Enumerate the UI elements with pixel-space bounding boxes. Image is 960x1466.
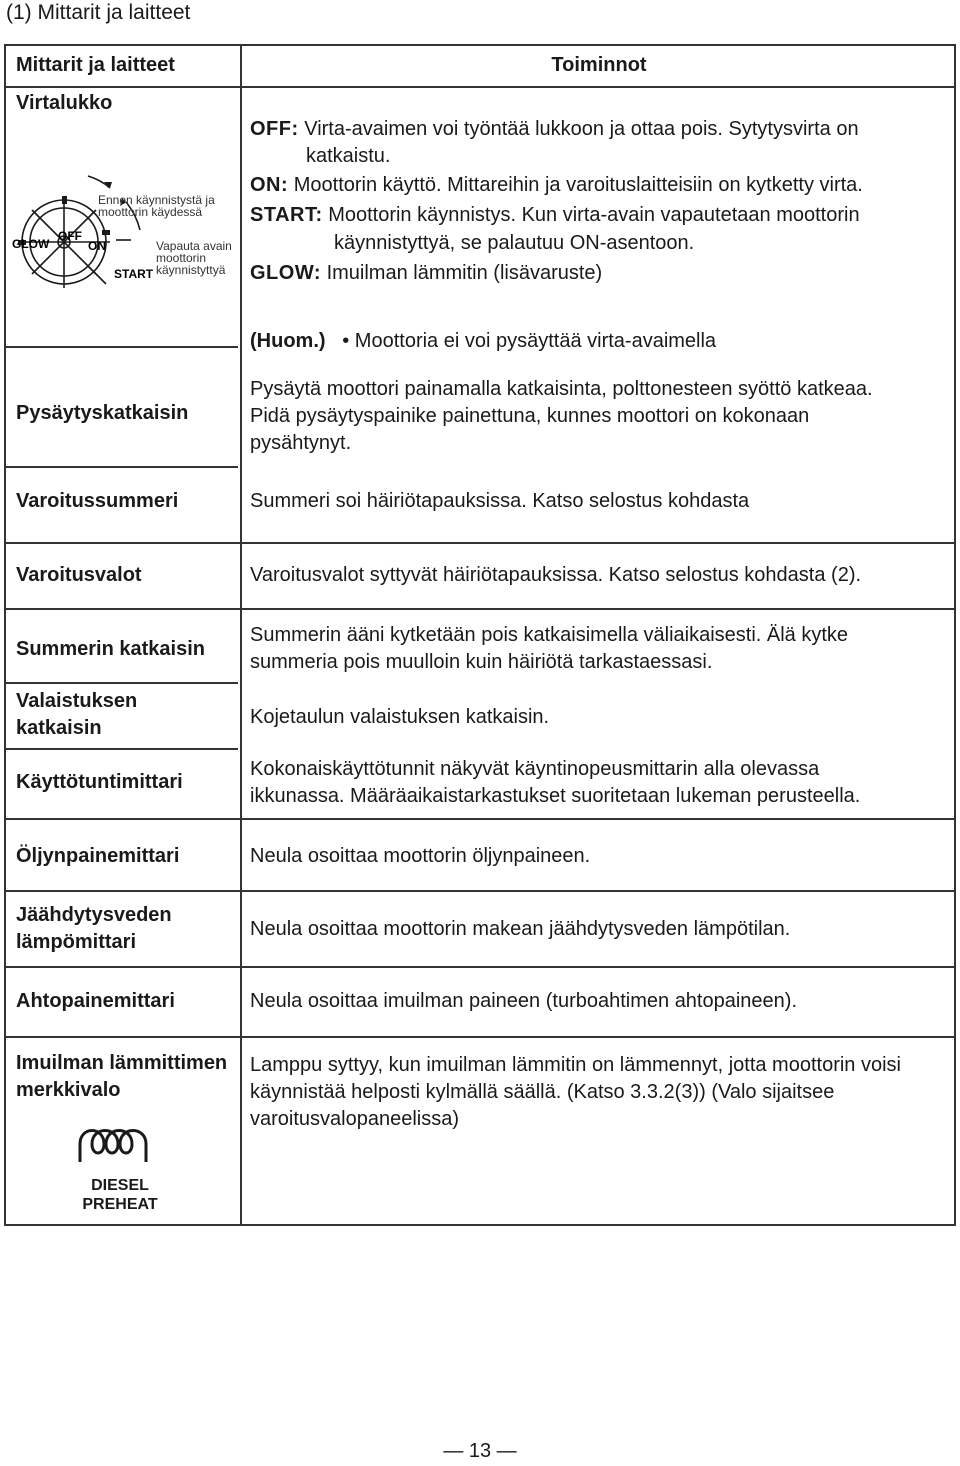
row-label-kayttotuntimittari: Käyttötuntimittari xyxy=(16,771,183,793)
row-text-varoitusvalot: Varoitusvalot syttyvät häiriötapauksissa. Katso selostus kohdasta (2). xyxy=(250,564,862,586)
key-switch-diagram xyxy=(6,90,231,290)
row-text-summerin-katkaisin-2: summeria pois muulloin kuin häiriötä tarkastaessasi. xyxy=(250,651,713,673)
row-text-valaistuksen: Kojetaulun valaistuksen katkaisin. xyxy=(250,706,550,728)
column-divider xyxy=(240,46,242,1224)
preheat-icon-label-2: PREHEAT xyxy=(82,1196,158,1213)
instruments-table xyxy=(4,44,956,1226)
row-divider xyxy=(6,608,954,610)
row-divider xyxy=(6,966,954,968)
start-key: START: xyxy=(250,204,323,226)
row-label-varoitussummeri: Varoitussummeri xyxy=(16,490,179,512)
note-line xyxy=(250,328,716,355)
on-line xyxy=(250,172,863,199)
section-title: (1) Mittarit ja laitteet xyxy=(6,1,191,24)
row-divider xyxy=(6,466,238,468)
note-text: Moottoria ei voi pysäyttää virta-avaimella xyxy=(354,330,717,352)
note-key: (Huom.) xyxy=(250,330,326,352)
row-text-pysaytyskatkaisin-2: Pidä pysäytyspainike painettuna, kunnes moottori on kokonaan xyxy=(250,405,810,427)
start-text-2: käynnistyttyä, se palautuu ON-asentoon. xyxy=(334,232,695,254)
row-label-jaahdytysveden-2: lämpömittari xyxy=(16,931,137,953)
on-text: Moottorin käyttö. Mittareihin ja varoituslaitteisiin on kytketty virta. xyxy=(293,174,863,196)
dial-note-release-3: käynnistyttyä xyxy=(156,263,226,277)
note-bullet: • xyxy=(342,330,350,352)
row-divider xyxy=(6,1036,954,1038)
row-label-oljynpainemittari: Öljynpainemittari xyxy=(16,845,180,867)
row-text-pysaytyskatkaisin-3: pysähtynyt. xyxy=(250,432,352,454)
row-divider xyxy=(6,542,954,544)
row-label-pysaytyskatkaisin: Pysäytyskatkaisin xyxy=(16,402,189,424)
row-label-ahtopainemittari: Ahtopainemittari xyxy=(16,990,175,1012)
off-text-1: Virta-avaimen voi työntää lukkoon ja ottaa pois. Sytytysvirta on xyxy=(304,118,859,140)
off-line-1 xyxy=(250,116,859,143)
glow-key: GLOW: xyxy=(250,262,322,284)
glow-text: Imuilman lämmitin (lisävaruste) xyxy=(326,262,603,284)
off-key: OFF: xyxy=(250,118,299,140)
row-text-jaahdytysveden: Neula osoittaa moottorin makean jäähdytysveden lämpötilan. xyxy=(250,918,791,940)
row-text-kayttotuntimittari-1: Kokonaiskäyttötunnit näkyvät käyntinopeusmittarin alla olevassa xyxy=(250,758,820,780)
row-label-imuilman-1: Imuilman lämmittimen xyxy=(16,1052,228,1074)
dial-start-label: START xyxy=(114,267,154,281)
row-label-valaistuksen-1: Valaistuksen xyxy=(16,690,138,712)
row-label-varoitusvalot: Varoitusvalot xyxy=(16,564,142,586)
row-label-imuilman-2: merkkivalo xyxy=(16,1079,121,1101)
row-label-summerin-katkaisin: Summerin katkaisin xyxy=(16,638,205,660)
header-left: Mittarit ja laitteet xyxy=(16,54,175,76)
page-number: — 13 — xyxy=(443,1440,517,1462)
row-text-oljynpainemittari: Neula osoittaa moottorin öljynpaineen. xyxy=(250,845,591,867)
off-text-2: katkaistu. xyxy=(306,145,391,167)
dial-on-label: ON xyxy=(88,239,106,253)
start-line-1 xyxy=(250,202,860,229)
row-text-summerin-katkaisin-1: Summerin ääni kytketään pois katkaisimella väliaikaisesti. Älä kytke xyxy=(250,624,849,646)
coil-icon xyxy=(74,1116,164,1168)
row-text-imuilman-2: käynnistää helposti kylmällä säällä. (Katso 3.3.2(3)) (Valo sijaitsee xyxy=(250,1081,835,1103)
dial-note-running-1: Ennen käynnistystä ja xyxy=(98,193,215,207)
row-label-virtalukko: Virtalukko xyxy=(16,92,113,114)
header-right: Toiminnot xyxy=(551,54,647,76)
row-text-kayttotuntimittari-2: ikkunassa. Määräaikaistarkastukset suoritetaan lukeman perusteella. xyxy=(250,785,861,807)
row-divider xyxy=(6,682,238,684)
row-divider xyxy=(6,748,238,750)
dial-note-running-2: moottorin käydessä xyxy=(98,205,203,219)
dial-off-label: OFF xyxy=(58,229,82,243)
preheat-icon-label xyxy=(60,1176,180,1214)
dial-glow-label: GLOW xyxy=(12,237,50,251)
row-divider xyxy=(6,346,238,348)
header-divider xyxy=(6,86,954,88)
on-key: ON: xyxy=(250,174,289,196)
row-text-pysaytyskatkaisin-1: Pysäytä moottori painamalla katkaisinta, polttonesteen syöttö katkeaa. xyxy=(250,378,873,400)
row-label-jaahdytysveden-1: Jäähdytysveden xyxy=(16,904,172,926)
row-label-valaistuksen-2: katkaisin xyxy=(16,717,102,739)
glow-line xyxy=(250,260,602,287)
start-text-1: Moottorin käynnistys. Kun virta-avain vapautetaan moottorin xyxy=(328,204,860,226)
dial-note-release-1: Vapauta avain xyxy=(156,239,232,253)
dial-note-release-2: moottorin xyxy=(156,251,207,265)
row-text-ahtopainemittari: Neula osoittaa imuilman paineen (turboahtimen ahtopaineen). xyxy=(250,990,798,1012)
row-divider xyxy=(6,890,954,892)
row-text-varoitussummeri: Summeri soi häiriötapauksissa. Katso selostus kohdasta xyxy=(250,490,750,512)
row-divider xyxy=(6,818,954,820)
row-text-imuilman-1: Lamppu syttyy, kun imuilman lämmitin on lämmennyt, jotta moottorin voisi xyxy=(250,1054,901,1076)
preheat-icon-label-1: DIESEL xyxy=(91,1177,149,1194)
row-text-imuilman-3: varoitusvalopaneelissa) xyxy=(250,1108,460,1130)
